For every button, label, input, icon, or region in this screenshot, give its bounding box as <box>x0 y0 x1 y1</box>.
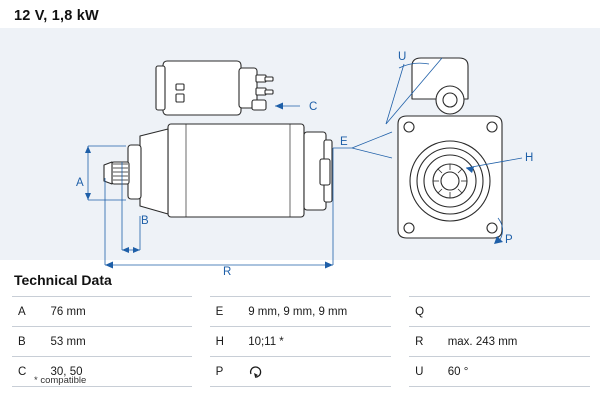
row-value-r: max. 243 mm <box>442 327 590 357</box>
row-key-u: U <box>409 357 442 387</box>
row-value-a: 76 mm <box>45 297 192 327</box>
label-E: E <box>340 136 348 148</box>
row-key-h: H <box>210 327 243 357</box>
column-spacer <box>391 357 409 387</box>
footnote: * compatible <box>34 375 87 386</box>
row-key-a: A <box>12 297 45 327</box>
column-spacer <box>192 357 210 387</box>
label-U: U <box>398 51 407 63</box>
column-spacer <box>391 297 409 327</box>
row-value-b: 53 mm <box>45 327 192 357</box>
label-A: A <box>76 177 84 189</box>
row-key-c: C <box>12 357 45 387</box>
technical-drawing <box>0 28 600 278</box>
column-spacer <box>192 297 210 327</box>
label-B: B <box>141 215 149 227</box>
row-value-h: 10;11 * <box>242 327 391 357</box>
label-P: P <box>505 234 513 246</box>
table-row <box>12 327 590 357</box>
table-row <box>12 357 590 387</box>
row-key-q: Q <box>409 297 442 327</box>
label-H: H <box>525 152 534 164</box>
row-key-r: R <box>409 327 442 357</box>
page-title: 12 V, 1,8 kW <box>14 8 99 24</box>
row-key-b: B <box>12 327 45 357</box>
column-spacer <box>192 327 210 357</box>
row-value-c: 30, 50 <box>45 357 192 387</box>
row-key-e: E <box>210 297 243 327</box>
label-R: R <box>223 266 232 278</box>
rotation-arrow-icon <box>248 365 264 379</box>
row-value-q <box>442 297 590 327</box>
table-row <box>12 297 590 327</box>
row-value-e: 9 mm, 9 mm, 9 mm <box>242 297 391 327</box>
column-spacer <box>391 327 409 357</box>
row-value-p <box>242 357 391 387</box>
label-C: C <box>309 101 318 113</box>
section-title: Technical Data <box>14 272 112 288</box>
row-value-u: 60 ° <box>442 357 590 387</box>
row-key-p: P <box>210 357 243 387</box>
technical-data-table <box>12 296 590 387</box>
